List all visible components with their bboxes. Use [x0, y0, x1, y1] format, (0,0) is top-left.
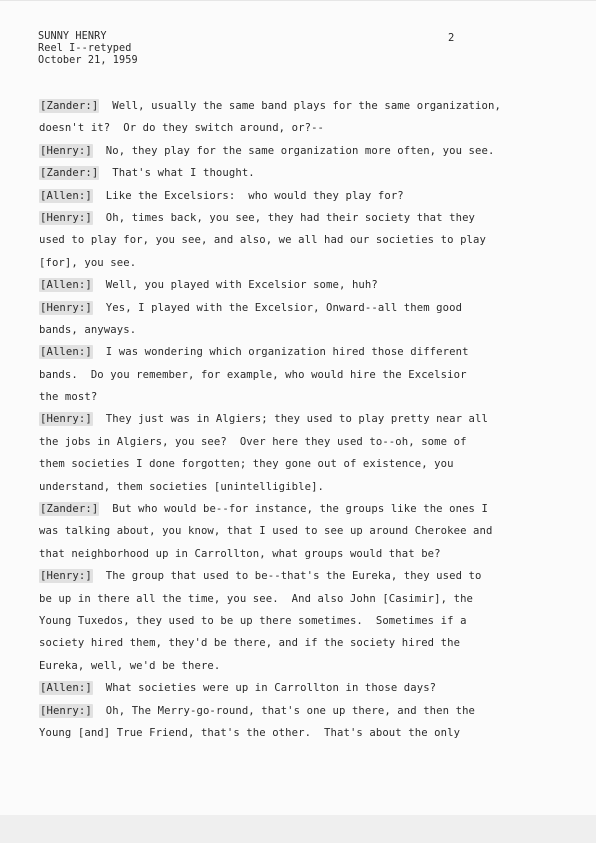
transcript-text: Oh, The Merry-go-round, that's one up there, and then the: [92, 704, 476, 717]
transcript-body: [39, 99, 519, 748]
scan-bottom-edge: [0, 815, 596, 843]
speaker-label: [Zander:]: [40, 100, 99, 112]
transcript-text: was talking about, you know, that I used to see up around Cherokee and: [39, 525, 493, 538]
speaker-label: [Henry:]: [40, 301, 92, 314]
transcript-line: [39, 368, 519, 390]
transcript-line: [39, 659, 519, 681]
transcript-text: Young Tuxedos, they used to be up there sometimes. Sometimes if a: [39, 614, 467, 627]
speaker-label: [Henry:]: [40, 211, 92, 224]
transcript-line: [39, 457, 519, 479]
page-number: 2: [448, 32, 455, 44]
transcript-line: [39, 121, 519, 143]
transcript-text: Well, you played with Excelsior some, huh?: [92, 279, 378, 292]
speaker-label: [Allen:]: [40, 346, 92, 359]
transcript-line: [39, 256, 519, 278]
transcript-text: used to play for, you see, and also, we all had our societies to play: [39, 234, 486, 247]
transcript-line: [39, 301, 519, 323]
transcript-line: [39, 211, 519, 233]
transcript-text: Yes, I played with the Excelsior, Onward--all them good: [92, 301, 463, 314]
transcript-text: Eureka, well, we'd be there.: [39, 659, 221, 672]
transcript-line: [39, 233, 519, 255]
transcript-text: understand, them societies [unintelligible].: [39, 480, 325, 493]
speaker-label: [Henry:]: [40, 704, 92, 717]
transcript-line: [39, 390, 519, 412]
speaker-label: [Allen:]: [40, 279, 92, 292]
transcript-line: [39, 435, 519, 457]
transcript-line: [39, 726, 519, 748]
transcript-line: [39, 704, 519, 726]
transcript-line: [39, 144, 519, 166]
transcript-line: [39, 524, 519, 546]
transcript-text: the jobs in Algiers, you see? Over here they used to--oh, some of: [39, 435, 467, 448]
transcript-text: doesn't it? Or do they switch around, or?--: [39, 122, 325, 135]
transcript-text: They just was in Algiers; they used to play pretty near all: [92, 413, 488, 426]
transcript-line: [39, 636, 519, 658]
speaker-label: [Zander:]: [40, 167, 99, 180]
transcript-text: be up in there all the time, you see. And also John [Casimir], the: [39, 592, 474, 605]
transcript-text: Young [and] True Friend, that's the other. That's about the only: [39, 726, 461, 739]
transcript-line: [39, 189, 519, 211]
transcript-text: I was wondering which organization hired those different: [92, 346, 469, 359]
transcript-text: that neighborhood up in Carrollton, what groups would that be?: [39, 547, 441, 560]
transcript-text: What societies were up in Carrollton in those days?: [92, 682, 437, 695]
speaker-label: [Allen:]: [40, 189, 92, 202]
transcript-line: [39, 502, 519, 524]
transcript-line: [39, 166, 519, 188]
speaker-label: [Henry:]: [40, 144, 92, 157]
transcript-text: But who would be--for instance, the groups like the ones I: [99, 503, 488, 516]
speaker-label: [Henry:]: [40, 570, 92, 583]
transcript-text: Oh, times back, you see, they had their society that they: [92, 211, 476, 224]
transcript-line: [39, 614, 519, 636]
transcript-text: the most?: [39, 391, 98, 404]
transcript-text: Well, usually the same band plays for the same organization,: [99, 100, 501, 112]
transcript-line: [39, 278, 519, 300]
transcript-text: The group that used to be--that's the Eureka, they used to: [92, 570, 482, 583]
transcript-text: That's what I thought.: [99, 167, 255, 180]
speaker-label: [Zander:]: [40, 503, 99, 516]
header-reel: Reel I--retyped: [38, 43, 132, 54]
transcript-line: [39, 592, 519, 614]
header-date: October 21, 1959: [38, 55, 138, 66]
transcript-line: [39, 569, 519, 591]
transcript-line: [39, 480, 519, 502]
transcript-line: [39, 681, 519, 703]
speaker-label: [Allen:]: [40, 682, 92, 695]
transcript-text: them societies I done forgotten; they gone out of existence, you: [39, 458, 454, 471]
transcript-text: society hired them, they'd be there, and if the society hired the: [39, 637, 461, 650]
transcript-line: [39, 547, 519, 569]
header-interviewee: SUNNY HENRY: [38, 31, 107, 42]
transcript-line: [39, 345, 519, 367]
transcript-line: [39, 99, 519, 121]
speaker-label: [Henry:]: [40, 413, 92, 426]
transcript-text: bands. Do you remember, for example, who would hire the Excelsior: [39, 368, 467, 381]
document-header: [38, 31, 138, 67]
transcript-text: No, they play for the same organization more often, you see.: [92, 144, 495, 157]
transcript-line: [39, 323, 519, 345]
transcript-text: [for], you see.: [39, 256, 137, 269]
transcript-line: [39, 412, 519, 434]
transcript-text: Like the Excelsiors: who would they play for?: [92, 189, 404, 202]
transcript-text: bands, anyways.: [39, 323, 137, 336]
